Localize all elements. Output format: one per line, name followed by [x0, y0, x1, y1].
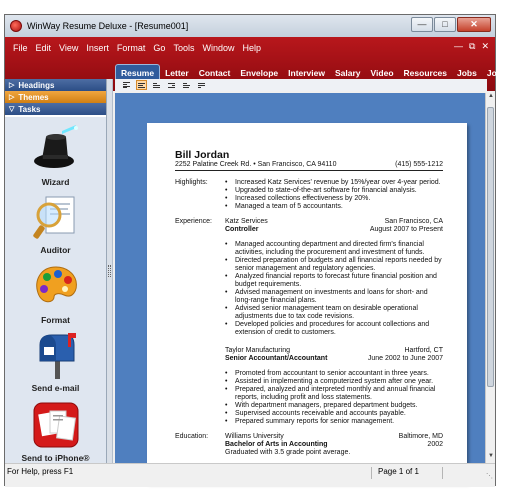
- doc-close-button[interactable]: ✕: [481, 41, 489, 51]
- job2-title: Senior Accountant/Accountant: [225, 355, 328, 362]
- align-left-icon[interactable]: [121, 80, 132, 90]
- highlight-item: • Increased Katz Services' revenue by 15%/year over 4-year period.: [235, 179, 441, 187]
- style-3-icon[interactable]: [166, 80, 177, 90]
- job1-bullet-cont: adjustments due to tax code revisions.: [235, 313, 355, 320]
- doc-restore-button[interactable]: ⧉: [469, 41, 476, 51]
- magnifier-document-icon: [32, 193, 80, 241]
- tab-envelope[interactable]: Envelope: [240, 68, 279, 78]
- header-rule: [175, 170, 443, 171]
- send-to-phone-icon: [32, 401, 80, 449]
- minimize-button[interactable]: —: [411, 17, 433, 32]
- job2-bullet-cont: reports, including profit and loss statements.: [235, 394, 372, 401]
- gpa: Graduated with 3.5 grade point average.: [225, 449, 351, 456]
- expand-icon: ▷: [9, 94, 15, 101]
- title-bar[interactable]: [5, 15, 495, 37]
- menu-bar: [9, 41, 265, 55]
- resume-name: Bill Jordan: [175, 149, 230, 161]
- scroll-thumb[interactable]: [487, 107, 494, 387]
- job1-dates: August 2007 to Present: [369, 226, 443, 233]
- job1-bullet-cont: long-range financial plans.: [235, 297, 317, 304]
- job1-title: Controller: [225, 226, 259, 233]
- tab-video[interactable]: Video: [370, 68, 394, 78]
- menu-tools[interactable]: Tools: [173, 43, 195, 53]
- menu-go[interactable]: Go: [153, 43, 166, 53]
- school-location: Baltimore, MD: [398, 433, 443, 440]
- menu-view[interactable]: View: [59, 43, 79, 53]
- style-5-icon[interactable]: [196, 80, 207, 90]
- document-area: [115, 93, 485, 463]
- tab-job-app[interactable]: Job App: [486, 68, 521, 78]
- degree-year: 2002: [427, 441, 443, 448]
- menu-edit[interactable]: Edit: [35, 43, 52, 53]
- task-format-label: Format: [41, 315, 70, 325]
- tab-resume[interactable]: Resume: [115, 64, 160, 81]
- doc-minimize-button[interactable]: —: [454, 41, 464, 51]
- job2-location: Hartford, CT: [404, 347, 443, 354]
- status-page: Page 1 of 1: [371, 467, 443, 479]
- job1-bullet: • Analyzed financial reports to forecast future financial position and: [235, 273, 437, 281]
- side-panel: [5, 79, 107, 463]
- tab-letter[interactable]: Letter: [165, 68, 189, 78]
- menu-help[interactable]: Help: [242, 43, 261, 53]
- wizard-hat-icon: [32, 125, 80, 173]
- scroll-down-icon[interactable]: ▼: [488, 453, 494, 459]
- status-bar: [5, 463, 495, 487]
- job2-bullet: • Supervised accounts receivable and accounts payable.: [235, 410, 406, 418]
- task-auditor-label: Auditor: [40, 245, 71, 255]
- app-window: [4, 14, 521, 486]
- maximize-button[interactable]: □: [434, 17, 456, 32]
- expand-icon: ▷: [9, 82, 15, 89]
- section-tasks[interactable]: [5, 103, 106, 115]
- highlight-item: • Managed a team of 5 accountants.: [235, 203, 343, 211]
- task-send-to-iphone-label: Send to iPhone®: [21, 453, 90, 463]
- degree: Bachelor of Arts in Accounting: [225, 441, 328, 448]
- resume-address: 2252 Palatine Creek Rd. • San Francisco, CA 94110: [175, 161, 337, 168]
- tab-salary[interactable]: Salary: [335, 68, 361, 78]
- tab-jobs[interactable]: Jobs: [457, 68, 477, 78]
- job2-bullet: • Prepared summary reports for senior management.: [235, 418, 394, 426]
- close-button[interactable]: ✕: [457, 17, 491, 32]
- collapse-icon: ▽: [9, 106, 15, 113]
- task-send-email-label: Send e-mail: [31, 383, 80, 393]
- resume-phone: (415) 555-1212: [395, 161, 443, 168]
- task-auditor[interactable]: [5, 193, 106, 255]
- job2-bullet: • Promoted from accountant to senior accountant in three years.: [235, 370, 429, 378]
- job1-bullet-cont: activities, including the procurement and investment of funds.: [235, 249, 425, 256]
- section-headings[interactable]: [5, 79, 106, 91]
- job1-location: San Francisco, CA: [384, 218, 443, 225]
- task-list: [5, 117, 106, 463]
- style-1-icon[interactable]: [136, 80, 147, 90]
- task-send-email[interactable]: [5, 331, 106, 393]
- job2-dates: June 2002 to June 2007: [367, 355, 443, 362]
- format-toolbar: [115, 79, 487, 91]
- job2-bullet: • With department managers, prepared department budgets.: [235, 402, 418, 410]
- section-themes-label: Themes: [18, 92, 49, 102]
- job1-bullet: • Managed accounting department and directed firm's financial: [235, 241, 424, 249]
- highlight-item: • Increased collections effectiveness by 20%.: [235, 195, 370, 203]
- menu-format[interactable]: Format: [116, 43, 146, 53]
- job1-bullet: • Directed preparation of budgets and all financial reports needed by: [235, 257, 442, 265]
- mailbox-icon: [32, 331, 80, 379]
- style-4-icon[interactable]: [181, 80, 192, 90]
- menu-window[interactable]: Window: [202, 43, 235, 53]
- tab-interview[interactable]: Interview: [288, 68, 325, 78]
- panel-splitter[interactable]: [107, 79, 113, 463]
- job2-bullet: • Assisted in implementing a computerized system after one year.: [235, 378, 433, 386]
- job1-bullet-cont: budget requirements.: [235, 281, 302, 288]
- highlights-label: Highlights:: [175, 179, 208, 186]
- status-help: For Help, press F1: [7, 467, 74, 476]
- style-2-icon[interactable]: [151, 80, 162, 90]
- job1-bullet-cont: extension of credit to customers.: [235, 329, 336, 336]
- section-themes[interactable]: [5, 91, 106, 103]
- menu-insert[interactable]: Insert: [86, 43, 109, 53]
- job1-bullet: • Advised management on investments and loans for short- and: [235, 289, 428, 297]
- highlight-item: • Upgraded to state-of-the-art software for financial analysis.: [235, 187, 417, 195]
- scroll-up-icon[interactable]: ▲: [488, 93, 494, 99]
- job1-company: Katz Services: [225, 218, 268, 225]
- tab-contact[interactable]: Contact: [198, 68, 231, 78]
- menu-file[interactable]: File: [13, 43, 28, 53]
- job1-bullet-cont: senior management and regulatory agencies.: [235, 265, 376, 272]
- experience-label: Experience:: [175, 218, 212, 225]
- resize-grip-icon[interactable]: ⋱: [486, 473, 493, 480]
- section-tasks-label: Tasks: [18, 104, 41, 114]
- job1-bullet: • Advised senior management team on desirable operational: [235, 305, 418, 313]
- paint-palette-icon: [32, 263, 80, 311]
- section-headings-label: Headings: [18, 80, 55, 90]
- task-wizard[interactable]: [5, 125, 106, 187]
- school-name: Williams University: [225, 433, 284, 440]
- task-send-to-iphone[interactable]: [5, 401, 106, 463]
- education-label: Education:: [175, 433, 209, 440]
- job1-bullet: • Developed policies and procedures for account collections and: [235, 321, 429, 329]
- grip-icon: [108, 265, 111, 277]
- job2-company: Taylor Manufacturing: [225, 347, 290, 354]
- vertical-scrollbar[interactable]: [485, 93, 495, 463]
- task-format[interactable]: [5, 263, 106, 325]
- app-logo-icon: [10, 20, 22, 32]
- resume-page[interactable]: [147, 123, 467, 483]
- task-wizard-label: Wizard: [41, 177, 70, 187]
- tab-resources[interactable]: Resources: [403, 68, 447, 78]
- job2-bullet: • Prepared, analyzed and interpreted monthly and annual financial: [235, 386, 435, 394]
- window-title: WinWay Resume Deluxe - [Resume001]: [27, 21, 189, 31]
